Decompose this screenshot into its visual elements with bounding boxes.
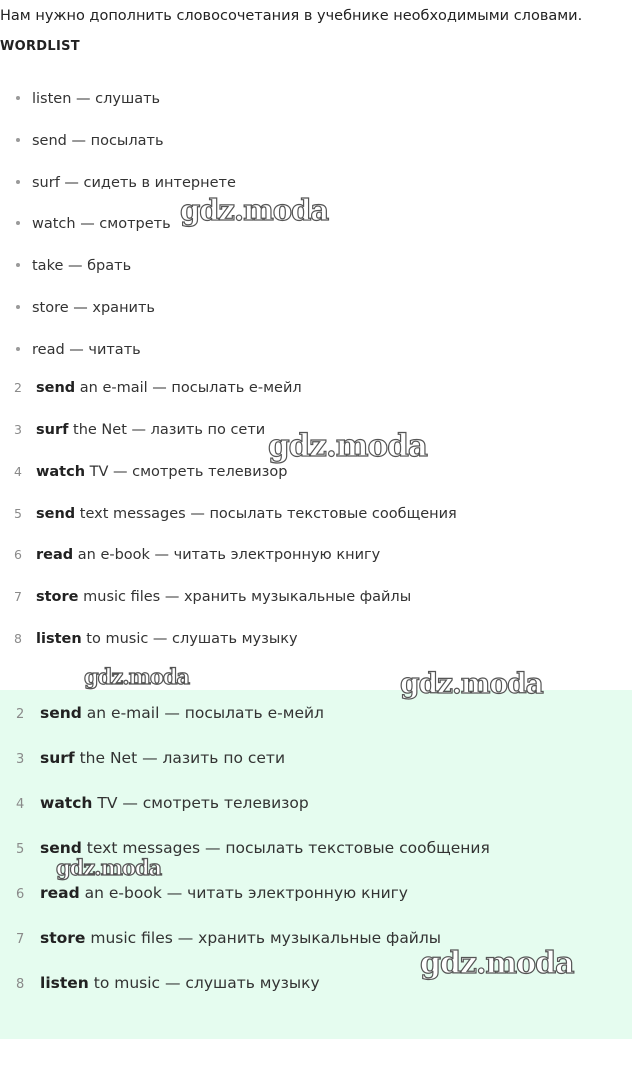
answer-keyword: listen [36, 631, 82, 647]
watermark-logo: gdz.moda [268, 428, 427, 464]
bullet-icon [16, 347, 20, 351]
answer-keyword: send [36, 380, 76, 396]
watermark-logo: gdz.moda [180, 193, 329, 227]
answer-text: TV — смотреть телевизор [85, 464, 288, 480]
answer-keyword: surf [40, 749, 75, 767]
item-number: 2 [14, 380, 22, 395]
bullet-icon [16, 138, 20, 142]
wordlist-item [16, 89, 160, 109]
answer-keyword: watch [40, 794, 93, 812]
answer-item [16, 973, 320, 993]
wordlist-item [16, 173, 236, 193]
watermark-logo: gdz.moda [420, 946, 574, 981]
answer-keyword: send [40, 839, 82, 857]
answer-item [14, 462, 287, 482]
item-number: 7 [16, 932, 25, 947]
watermark-logo: gdz.moda [400, 667, 543, 700]
answer-item [16, 883, 408, 903]
answer-text: music files — хранить музыкальные файлы [85, 929, 442, 947]
wordlist-item-text: watch — смотреть [32, 216, 171, 232]
answer-keyword: watch [36, 464, 86, 480]
answer-item [16, 838, 490, 858]
wordlist-item-text: send — посылать [32, 133, 164, 149]
answer-keyword: store [40, 929, 86, 947]
bullet-icon [16, 263, 20, 267]
wordlist-item [16, 214, 171, 234]
answer-item [16, 793, 309, 813]
item-number: 5 [16, 842, 25, 857]
item-number: 2 [16, 707, 25, 722]
wordlist-item [16, 340, 141, 360]
answer-item [14, 629, 298, 649]
answer-keyword: send [40, 704, 82, 722]
answer-item [16, 928, 441, 948]
answer-text: to music — слушать музыку [88, 974, 320, 992]
item-number: 4 [14, 464, 22, 479]
wordlist-heading: WORDLIST [0, 39, 80, 54]
answer-text: music files — хранить музыкальные файлы [78, 589, 412, 605]
answer-item [14, 504, 457, 524]
item-number: 8 [14, 631, 22, 646]
answer-text: an e-mail — посылать e-мейл [81, 704, 324, 722]
bullet-icon [16, 96, 20, 100]
wordlist-item [16, 298, 155, 318]
answer-text: text messages — посылать текстовые сообщения [75, 506, 457, 522]
answer-keyword: read [40, 884, 80, 902]
answer-keyword: read [36, 547, 74, 563]
answer-text: an e-book — читать электронную книгу [73, 547, 381, 563]
answer-text: to music — слушать музыку [81, 631, 298, 647]
answer-text: the Net — лазить по сети [74, 749, 286, 767]
wordlist-item-text: take — брать [32, 258, 132, 274]
bullet-icon [16, 221, 20, 225]
watermark-logo: gdz.moda [84, 664, 190, 689]
wordlist-item-text: surf — сидеть в интернете [32, 175, 236, 191]
intro-text: Нам нужно дополнить словосочетания в учебнике необходимыми словами. [0, 8, 583, 24]
answer-item [14, 587, 411, 607]
bullet-icon [16, 180, 20, 184]
answer-text: text messages — посылать текстовые сообщения [81, 839, 490, 857]
wordlist-item [16, 256, 131, 276]
answer-text: an e-book — читать электронную книгу [79, 884, 408, 902]
answer-item [14, 420, 265, 440]
wordlist-item-text: store — хранить [32, 300, 155, 316]
bullet-icon [16, 305, 20, 309]
item-number: 3 [14, 422, 22, 437]
wordlist-item-text: listen — слушать [32, 91, 161, 107]
answer-keyword: surf [36, 422, 69, 438]
item-number: 8 [16, 977, 25, 992]
answer-item [14, 545, 380, 565]
watermark-logo: gdz.moda [56, 855, 162, 880]
wordlist-item [16, 131, 164, 151]
answer-text: the Net — лазить по сети [68, 422, 266, 438]
answer-item [16, 703, 324, 723]
answer-item [14, 378, 302, 398]
answer-item [16, 748, 285, 768]
item-number: 7 [14, 589, 22, 604]
answer-keyword: store [36, 589, 79, 605]
answer-text: TV — смотреть телевизор [92, 794, 309, 812]
item-number: 3 [16, 752, 25, 767]
item-number: 6 [16, 887, 25, 902]
item-number: 6 [14, 547, 22, 562]
highlighted-answer-block [0, 690, 632, 1039]
answer-keyword: send [36, 506, 76, 522]
item-number: 5 [14, 506, 22, 521]
answer-keyword: listen [40, 974, 89, 992]
wordlist-item-text: read — читать [32, 342, 141, 358]
answer-text: an e-mail — посылать e-мейл [75, 380, 302, 396]
item-number: 4 [16, 797, 25, 812]
